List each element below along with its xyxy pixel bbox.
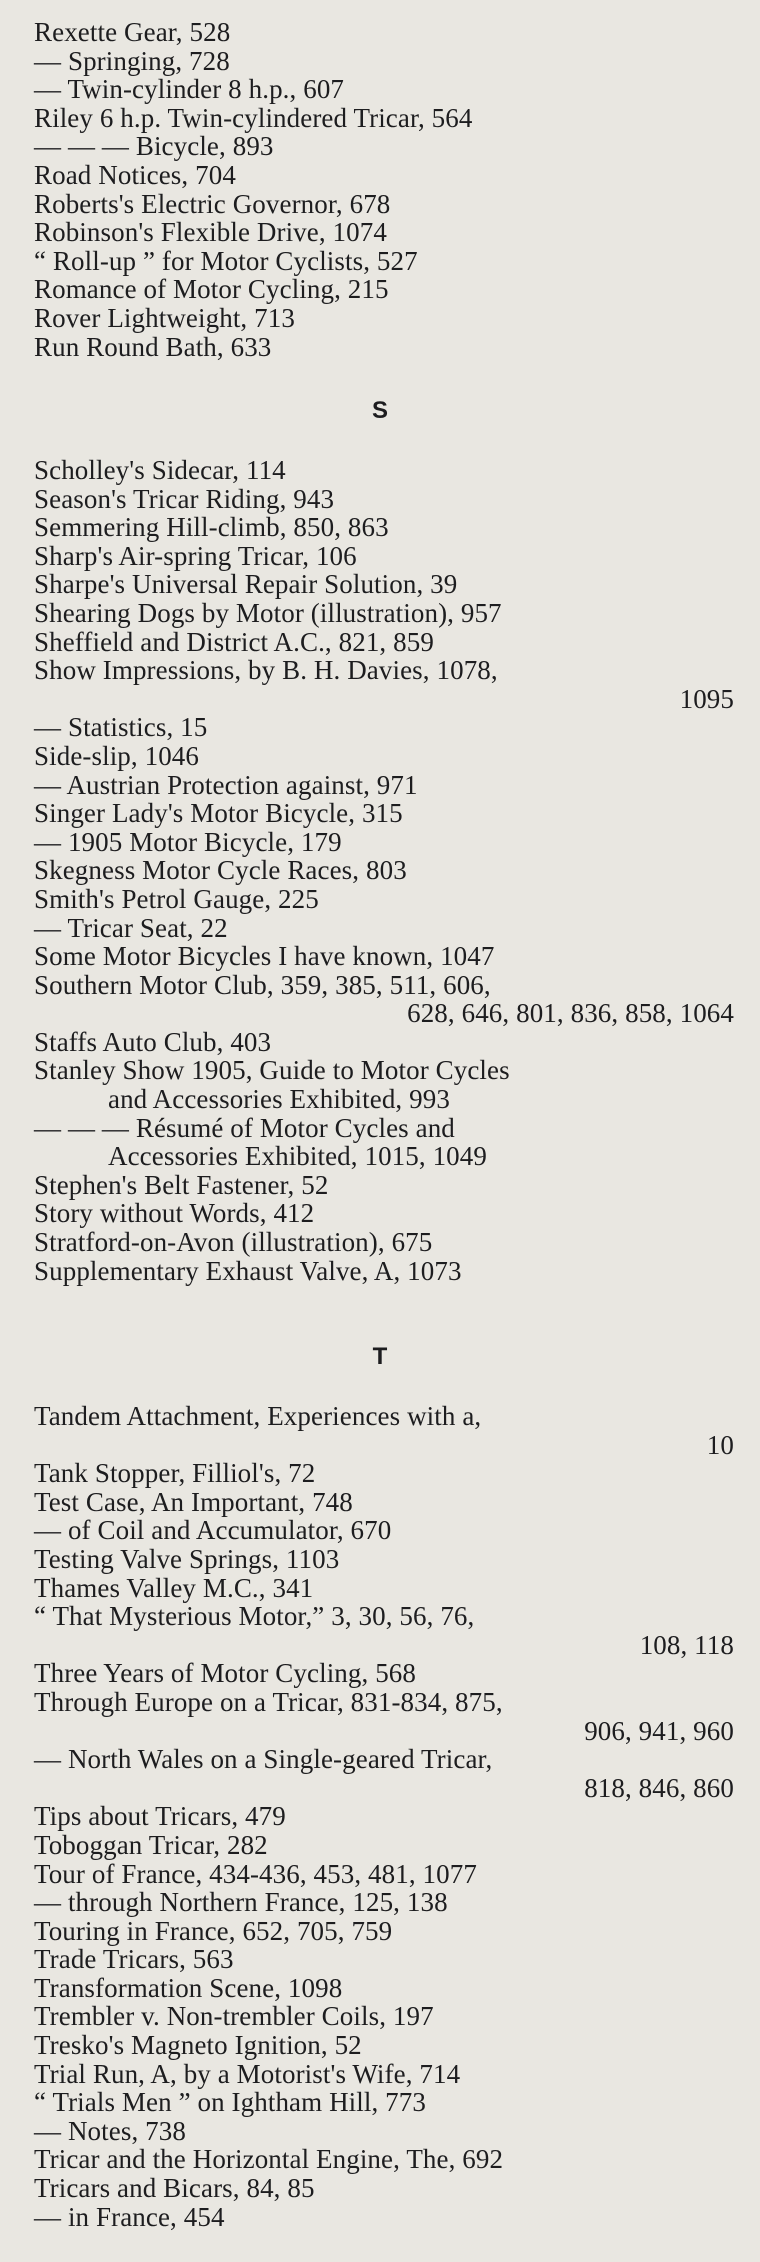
index-entry-text: Stanley Show 1905, Guide to Motor Cycles xyxy=(34,1055,510,1086)
index-entry xyxy=(34,104,734,133)
index-entry xyxy=(34,914,734,943)
index-entry-text: Tips about Tricars, 479 xyxy=(34,1801,286,1832)
index-entry-text: Tresko's Magneto Ignition, 52 xyxy=(34,2030,362,2061)
index-entry xyxy=(34,47,734,76)
index-entry-text: “ Trials Men ” on Ightham Hill, 773 xyxy=(34,2087,426,2118)
index-entry xyxy=(34,1602,734,1659)
index-entry xyxy=(34,628,734,657)
index-entry xyxy=(34,2088,734,2117)
index-entry-text: Rexette Gear, 528 xyxy=(34,17,231,47)
index-entry xyxy=(34,1917,734,1946)
index-entry xyxy=(34,742,734,771)
index-entry-continuation: and Accessories Exhibited, 993 xyxy=(108,1084,450,1115)
index-entry xyxy=(34,885,734,914)
index-section-r xyxy=(34,18,734,361)
index-entry xyxy=(34,18,734,47)
index-entry xyxy=(34,161,734,190)
index-entry-text: — Springing, 728 xyxy=(34,45,230,76)
index-entry xyxy=(34,1056,734,1113)
index-entry-text: — Tricar Seat, 22 xyxy=(34,912,228,943)
index-entry-text: Rover Lightweight, 713 xyxy=(34,302,295,333)
index-entry-text: Tricar and the Horizontal Engine, The, 692 xyxy=(34,2144,504,2175)
index-entry-text: Tandem Attachment, Experiences with a, xyxy=(34,1401,482,1431)
index-entry-text: Shearing Dogs by Motor (illustration), 957 xyxy=(34,597,502,628)
index-entry-text: Side-slip, 1046 xyxy=(34,740,200,771)
index-entry xyxy=(34,275,734,304)
index-entry-text: — 1905 Motor Bicycle, 179 xyxy=(34,826,342,857)
index-entry-text: — through Northern France, 125, 138 xyxy=(34,1887,448,1918)
index-section-t xyxy=(34,1402,734,2231)
index-entry xyxy=(34,247,734,276)
index-entry xyxy=(34,2117,734,2146)
index-entry-text: Sheffield and District A.C., 821, 859 xyxy=(34,626,434,657)
index-entry-text: Sharpe's Universal Repair Solution, 39 xyxy=(34,569,458,600)
index-entry xyxy=(34,456,734,485)
index-entry-text: — Austrian Protection against, 971 xyxy=(34,769,418,800)
index-entry-text: Singer Lady's Motor Bicycle, 315 xyxy=(34,798,403,829)
index-entry-text: Stephen's Belt Fastener, 52 xyxy=(34,1169,329,1200)
index-entry-text: Three Years of Motor Cycling, 568 xyxy=(34,1658,416,1689)
index-entry-text: Toboggan Tricar, 282 xyxy=(34,1829,268,1860)
index-entry xyxy=(34,333,734,362)
index-entry-text: Tank Stopper, Filliol's, 72 xyxy=(34,1458,316,1489)
index-entry-text: Romance of Motor Cycling, 215 xyxy=(34,274,389,305)
index-entry xyxy=(34,1545,734,1574)
index-entry xyxy=(34,599,734,628)
index-section-s xyxy=(34,456,734,1285)
index-entry xyxy=(34,2174,734,2203)
index-entry-text: Semmering Hill-climb, 850, 863 xyxy=(34,512,389,543)
index-entry-text: Supplementary Exhaust Valve, A, 1073 xyxy=(34,1255,462,1286)
index-entry-text: Stratford-on-Avon (illustration), 675 xyxy=(34,1227,433,1258)
index-entry-text: Story without Words, 412 xyxy=(34,1198,315,1229)
index-entry xyxy=(34,1028,734,1057)
index-entry xyxy=(34,1831,734,1860)
index-entry xyxy=(34,1974,734,2003)
index-entry xyxy=(34,771,734,800)
index-entry xyxy=(34,2060,734,2089)
index-entry xyxy=(34,942,734,971)
index-entry xyxy=(34,713,734,742)
index-entry-text: “ Roll-up ” for Motor Cyclists, 527 xyxy=(34,245,418,276)
section-letter-s: S xyxy=(371,397,388,424)
index-entry-text: Southern Motor Club, 359, 385, 511, 606, xyxy=(34,969,491,1000)
index-entry-text: Scholley's Sidecar, 114 xyxy=(34,455,286,485)
index-entry-text: — — — Bicycle, 893 xyxy=(34,131,274,162)
index-entry-text: Through Europe on a Tricar, 831-834, 875, xyxy=(34,1686,503,1717)
index-entry xyxy=(34,2145,734,2174)
index-entry xyxy=(34,1860,734,1889)
index-entry-text: Skegness Motor Cycle Races, 803 xyxy=(34,855,407,886)
index-entry xyxy=(34,570,734,599)
index-entry-text: “ That Mysterious Motor,” 3, 30, 56, 76, xyxy=(34,1601,475,1632)
index-entry-text: — of Coil and Accumulator, 670 xyxy=(34,1515,392,1546)
index-entry-text: Sharp's Air-spring Tricar, 106 xyxy=(34,540,357,571)
index-entry xyxy=(34,1114,734,1171)
index-entry xyxy=(34,218,734,247)
index-entry-text: Trial Run, A, by a Motorist's Wife, 714 xyxy=(34,2058,461,2089)
index-entry-text: Some Motor Bicycles I have known, 1047 xyxy=(34,941,495,972)
index-entry xyxy=(34,1888,734,1917)
index-entry xyxy=(34,1171,734,1200)
index-entry-text: — North Wales on a Single-geared Tricar, xyxy=(34,1744,493,1775)
index-entry xyxy=(34,485,734,514)
index-entry-text: Testing Valve Springs, 1103 xyxy=(34,1543,340,1574)
index-entry xyxy=(34,1459,734,1488)
index-entry-continuation: 818, 846, 860 xyxy=(584,1772,734,1803)
index-entry xyxy=(34,190,734,219)
index-entry xyxy=(34,656,734,713)
index-entry xyxy=(34,75,734,104)
index-entry-text: Road Notices, 704 xyxy=(34,159,236,190)
index-entry-continuation: 628, 646, 801, 836, 858, 1064 xyxy=(407,998,734,1029)
index-entry xyxy=(34,1688,734,1745)
index-entry xyxy=(34,828,734,857)
index-entry xyxy=(34,1257,734,1286)
index-entry-text: Trade Tricars, 563 xyxy=(34,1944,234,1975)
section-letter-t: T xyxy=(372,1343,388,1370)
index-entry-text: Riley 6 h.p. Twin-cylindered Tricar, 564 xyxy=(34,102,473,133)
index-entry-text: Run Round Bath, 633 xyxy=(34,331,272,362)
index-entry xyxy=(34,1199,734,1228)
index-entry-text: Trembler v. Non-trembler Coils, 197 xyxy=(34,2001,434,2032)
index-entry xyxy=(34,1802,734,1831)
index-entry-continuation: 906, 941, 960 xyxy=(584,1715,734,1746)
index-entry xyxy=(34,513,734,542)
index-entry-text: Season's Tricar Riding, 943 xyxy=(34,483,335,514)
index-entry-text: — Twin-cylinder 8 h.p., 607 xyxy=(34,74,345,105)
index-entry-text: Tricars and Bicars, 84, 85 xyxy=(34,2173,315,2204)
index-entry xyxy=(34,1228,734,1257)
index-entry-text: Tour of France, 434-436, 453, 481, 1077 xyxy=(34,1858,477,1889)
index-entry-text: Show Impressions, by B. H. Davies, 1078, xyxy=(34,655,498,686)
index-entry-text: Roberts's Electric Governor, 678 xyxy=(34,188,391,219)
index-entry xyxy=(34,856,734,885)
index-entry-text: — in France, 454 xyxy=(34,2201,225,2232)
index-entry-continuation: 10 xyxy=(706,1429,734,1460)
index-entry xyxy=(34,132,734,161)
index-entry xyxy=(34,1402,734,1459)
index-entry xyxy=(34,542,734,571)
index-entry xyxy=(34,2031,734,2060)
index-entry xyxy=(34,1659,734,1688)
index-entry-continuation: 1095 xyxy=(679,683,734,714)
index-entry xyxy=(34,1745,734,1802)
index-entry-text: — Notes, 738 xyxy=(34,2115,186,2146)
index-entry xyxy=(34,2203,734,2232)
index-entry-text: Touring in France, 652, 705, 759 xyxy=(34,1915,393,1946)
index-entry-text: Thames Valley M.C., 341 xyxy=(34,1572,314,1603)
index-entry xyxy=(34,1488,734,1517)
index-entry-text: Test Case, An Important, 748 xyxy=(34,1486,353,1517)
index-entry xyxy=(34,799,734,828)
index-entry-continuation: 108, 118 xyxy=(639,1629,734,1660)
index-entry-text: Staffs Auto Club, 403 xyxy=(34,1026,272,1057)
index-entry xyxy=(34,1516,734,1545)
index-entry-text: Transformation Scene, 1098 xyxy=(34,1972,343,2003)
index-entry xyxy=(34,2002,734,2031)
index-entry xyxy=(34,304,734,333)
index-entry-continuation: Accessories Exhibited, 1015, 1049 xyxy=(108,1141,487,1172)
index-entry-text: — — — Résumé of Motor Cycles and xyxy=(34,1112,455,1143)
index-entry-text: — Statistics, 15 xyxy=(34,712,208,743)
index-entry xyxy=(34,1945,734,1974)
index-entry-text: Smith's Petrol Gauge, 225 xyxy=(34,883,319,914)
index-entry-text: Robinson's Flexible Drive, 1074 xyxy=(34,217,387,248)
index-entry xyxy=(34,971,734,1028)
index-entry xyxy=(34,1574,734,1603)
